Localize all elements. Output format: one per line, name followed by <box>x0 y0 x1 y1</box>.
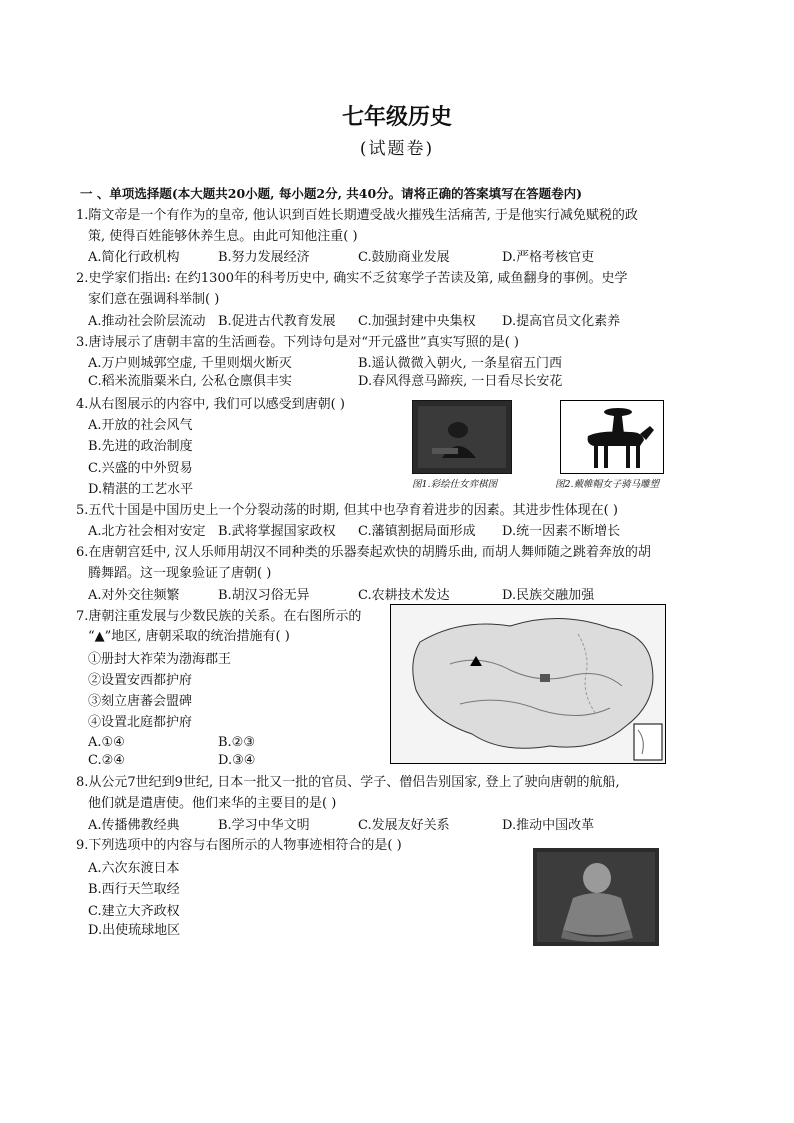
q2-option-c: C.加强封建中央集权 <box>358 314 476 329</box>
figure-1-weiqi-painting <box>412 400 512 474</box>
q4-option-d: D.精湛的工艺水平 <box>88 482 194 497</box>
q6-option-d: D.民族交融加强 <box>502 588 595 603</box>
section-heading: 一 、单项选择题(本大题共20小题, 每小题2分, 共40分。请将正确的答案填写在答题卷内) <box>80 186 583 201</box>
q7-option-c: C.②④ <box>88 753 125 768</box>
q1-option-b: B.努力发展经济 <box>218 250 310 265</box>
q4-option-a: A.开放的社会风气 <box>88 418 193 433</box>
q4-option-c: C.兴盛的中外贸易 <box>88 461 193 476</box>
q8-option-b: B.学习中华文明 <box>218 818 310 833</box>
q2-option-d: D.提高官员文化素养 <box>502 314 621 329</box>
q7-item-1: ①册封大祚荣为渤海郡王 <box>88 652 232 667</box>
q9-stem: 9.下列选项中的内容与右图所示的人物事迹相符合的是( ) <box>76 838 402 853</box>
q1-option-d: D.严格考核官吏 <box>502 250 595 265</box>
q8-option-c: C.发展友好关系 <box>358 818 450 833</box>
q1-stem-line2: 策, 使得百姓能够休养生息。由此可知他注重( ) <box>88 229 358 244</box>
q3-option-a: A.万户则城郭空虚, 千里则烟火断灭 <box>88 356 292 371</box>
q5-stem: 5.五代十国是中国历史上一个分裂动荡的时期, 但其中也孕育着进步的因素。其进步性体现在( ) <box>76 503 618 518</box>
q5-option-d: D.统一因素不断增长 <box>502 524 621 539</box>
q1-stem-line1: 1.隋文帝是一个有作为的皇帝, 他认识到百姓长期遭受战火摧残生活痛苦, 于是他实行减免赋税的政 <box>76 208 638 223</box>
q3-option-d: D.春风得意马蹄疾, 一日看尽长安花 <box>358 374 563 389</box>
q9-option-d: D.出使琉球地区 <box>88 923 181 938</box>
q2-option-a: A.推动社会阶层流动 <box>88 314 206 329</box>
q6-option-b: B.胡汉习俗无异 <box>218 588 310 603</box>
q8-stem-line2: 他们就是遣唐使。他们来华的主要目的是( ) <box>88 796 337 811</box>
q4-option-b: B.先进的政治制度 <box>88 439 193 454</box>
q7-option-d: D.③④ <box>218 753 256 768</box>
page-subtitle: (试题卷) <box>359 139 435 159</box>
q9-option-c: C.建立大齐政权 <box>88 904 180 919</box>
q8-option-d: D.推动中国改革 <box>502 818 595 833</box>
q7-stem-line2: “▲”地区, 唐朝采取的统治措施有( ) <box>88 629 290 644</box>
q3-option-c: C.稻米流脂粟米白, 公私仓廪俱丰实 <box>88 374 292 389</box>
q8-stem-line1: 8.从公元7世纪到9世纪, 日本一批又一批的官员、学子、僧侣告别国家, 登上了驶向唐朝的航船, <box>76 775 620 790</box>
q7-item-2: ②设置安西都护府 <box>88 673 193 688</box>
q2-stem-line1: 2.史学家们指出: 在约1300年的科考历史中, 确实不乏贫寒学子苦读及第, 咸鱼翻身的事例。史学 <box>76 271 628 286</box>
tang-dynasty-map <box>390 604 666 764</box>
q7-stem-line1: 7.唐朝注重发展与少数民族的关系。在右图所示的 <box>76 609 362 624</box>
q7-option-b: B.②③ <box>218 735 255 750</box>
q5-option-c: C.藩镇割据局面形成 <box>358 524 476 539</box>
seated-monk-statue-photo <box>533 848 659 946</box>
q6-stem-line2: 腾舞蹈。这一现象验证了唐朝( ) <box>88 566 272 581</box>
q6-option-a: A.对外交往频繁 <box>88 588 180 603</box>
figure-2-horse-rider-statue <box>560 400 664 474</box>
q6-option-c: C.农耕技术发达 <box>358 588 450 603</box>
q2-stem-line2: 家们意在强调科举制( ) <box>88 292 220 307</box>
q9-option-b: B.西行天竺取经 <box>88 882 180 897</box>
q7-item-3: ③刻立唐蕃会盟碑 <box>88 694 193 709</box>
q7-item-4: ④设置北庭都护府 <box>88 715 193 730</box>
q2-option-b: B.促进古代教育发展 <box>218 314 336 329</box>
q1-option-a: A.简化行政机构 <box>88 250 180 265</box>
figure-1-caption: 图1.彩绘仕女弈棋图 <box>412 479 498 490</box>
figure-2-caption: 图2.戴帷帽女子骑马雕塑 <box>555 479 660 490</box>
q5-option-b: B.武将掌握国家政权 <box>218 524 336 539</box>
q7-option-a: A.①④ <box>88 735 125 750</box>
q4-stem: 4.从右图展示的内容中, 我们可以感受到唐朝( ) <box>76 397 345 412</box>
q3-option-b: B.遥认微微入朝火, 一条星宿五门西 <box>358 356 562 371</box>
q1-option-c: C.鼓励商业发展 <box>358 250 450 265</box>
q8-option-a: A.传播佛教经典 <box>88 818 180 833</box>
q3-stem: 3.唐诗展示了唐朝丰富的生活画卷。下列诗句是对“开元盛世”真实写照的是( ) <box>76 335 519 350</box>
q6-stem-line1: 6.在唐朝宫廷中, 汉人乐师用胡汉不同种类的乐器奏起欢快的胡腾乐曲, 而胡人舞师随之跳着奔放的胡 <box>76 545 651 560</box>
page-title: 七年级历史 <box>341 105 452 130</box>
q9-option-a: A.六次东渡日本 <box>88 861 180 876</box>
q5-option-a: A.北方社会相对安定 <box>88 524 206 539</box>
